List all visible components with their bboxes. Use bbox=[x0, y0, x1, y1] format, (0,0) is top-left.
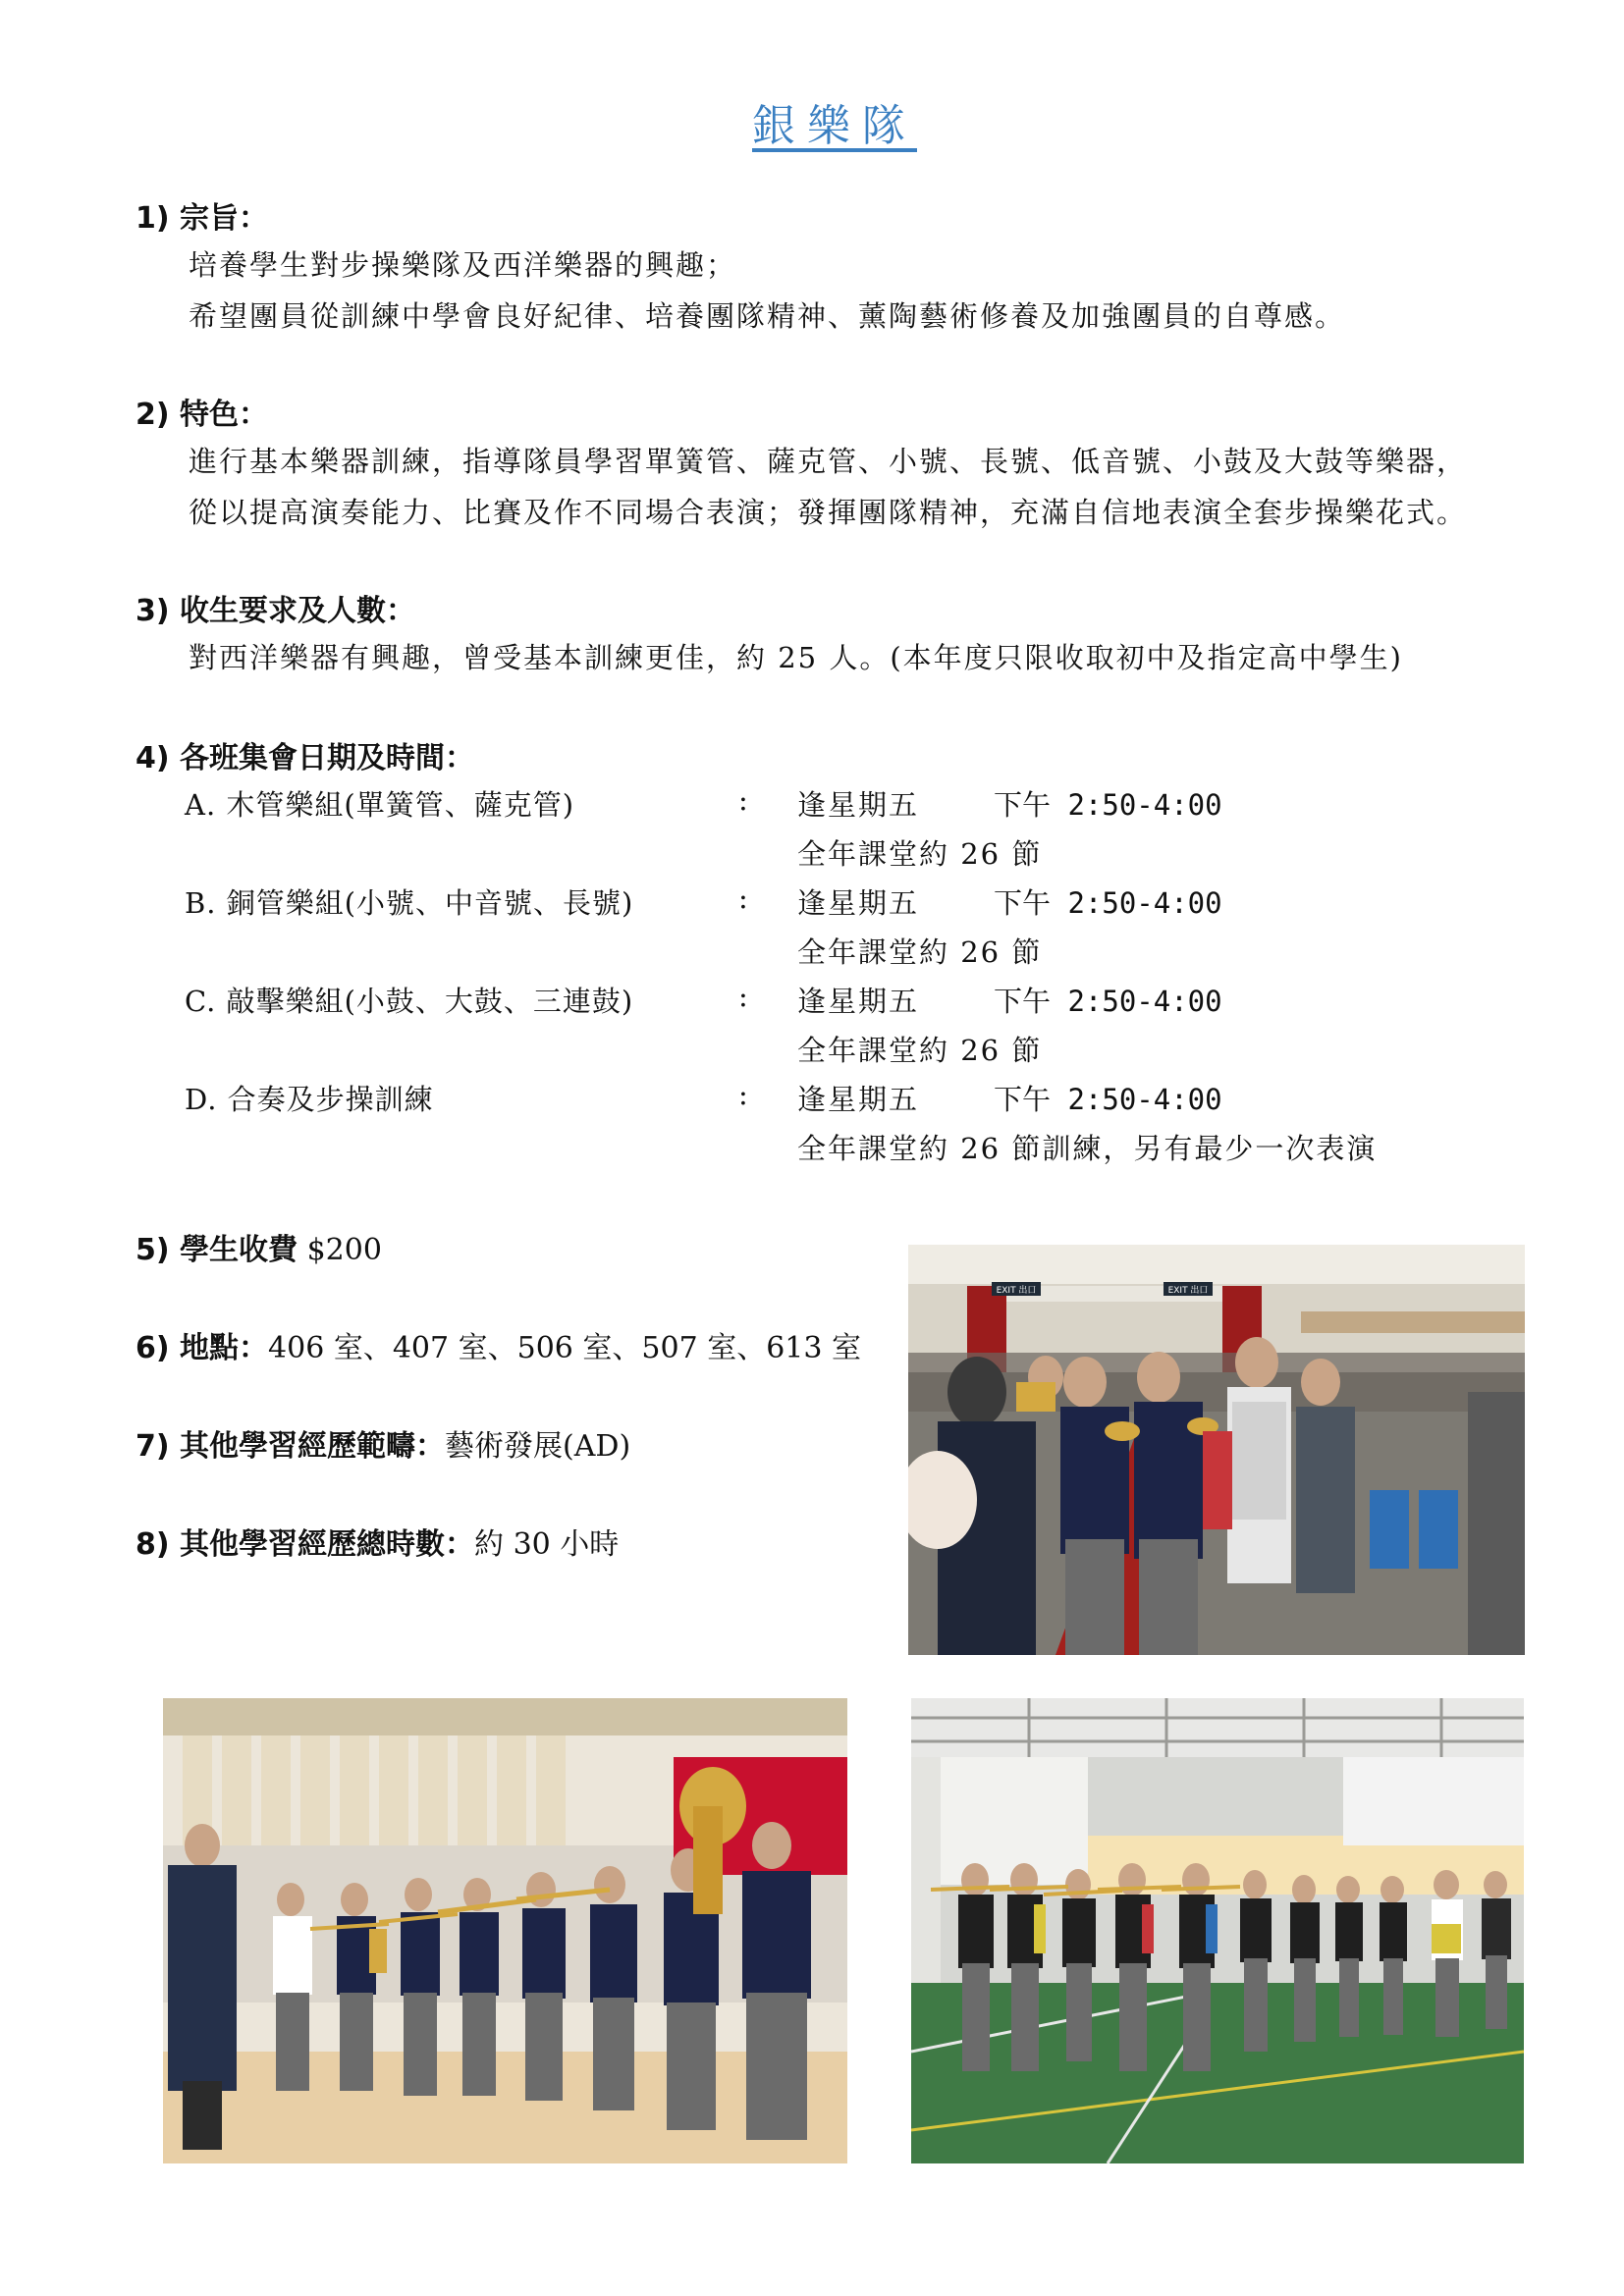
schedule-row-b-time: 下午 2:50-4:00 bbox=[994, 886, 1222, 920]
schedule-row-b-note: 全年課堂約 26 節 bbox=[797, 935, 1043, 969]
section-2-heading: 2) 特色： bbox=[135, 398, 269, 432]
section-7-heading: 7) 其他學習經歷範疇： bbox=[135, 1429, 446, 1464]
schedule-row-c-label: C. 敲擊樂組(小鼓、大鼓、三連鼓) bbox=[185, 985, 634, 1018]
photo-hall-procession bbox=[908, 1245, 1525, 1655]
schedule-row-d-label: D. 合奏及步操訓練 bbox=[185, 1083, 434, 1116]
schedule-row-d-colon: : bbox=[738, 1078, 748, 1111]
schedule-row-a-day: 逢星期五 bbox=[797, 788, 920, 822]
schedule-row-c-colon: : bbox=[738, 980, 748, 1013]
section-5-heading: 5) 學生收費 bbox=[135, 1233, 298, 1267]
schedule-row-d-day: 逢星期五 bbox=[797, 1083, 920, 1116]
exit-sign-2: EXIT 出口 bbox=[1167, 1286, 1209, 1296]
section-1-heading: 1) 宗旨： bbox=[135, 201, 269, 236]
schedule-row-a-label: A. 木管樂組(單簧管、薩克管) bbox=[185, 788, 575, 822]
section-1-line-2: 希望團員從訓練中學會良好紀律、培養團隊精神、薰陶藝術修養及加強團員的自尊感。 bbox=[189, 299, 1346, 333]
schedule-row-d-note: 全年課堂約 26 節訓練，另有最少一次表演 bbox=[797, 1132, 1378, 1165]
photo-court-rehearsal bbox=[911, 1698, 1524, 2163]
section-2-line-2: 從以提高演奏能力、比賽及作不同場合表演；發揮團隊精神，充滿自信地表演全套步操樂花式。 bbox=[189, 496, 1468, 529]
section-4-heading: 4) 各班集會日期及時間： bbox=[135, 741, 475, 775]
schedule-row-c-time: 下午 2:50-4:00 bbox=[994, 985, 1222, 1018]
section-8-ole-hours bbox=[135, 1520, 619, 1563]
section-7-value: 藝術發展(AD) bbox=[445, 1429, 631, 1464]
exit-sign-1: EXIT 出口 bbox=[996, 1286, 1037, 1296]
schedule-row-a-note: 全年課堂約 26 節 bbox=[797, 837, 1043, 871]
section-6-value: 406 室、407 室、506 室、507 室、613 室 bbox=[268, 1331, 862, 1365]
schedule-row-c-note: 全年課堂約 26 節 bbox=[797, 1034, 1043, 1067]
section-8-heading: 8) 其他學習經歷總時數： bbox=[135, 1527, 475, 1562]
schedule-row-a-time: 下午 2:50-4:00 bbox=[994, 788, 1222, 822]
schedule-row-d-time: 下午 2:50-4:00 bbox=[994, 1083, 1222, 1116]
section-6-heading: 6) 地點： bbox=[135, 1331, 269, 1365]
schedule-row-c-day: 逢星期五 bbox=[797, 985, 920, 1018]
section-8-value: 約 30 小時 bbox=[474, 1527, 620, 1562]
section-3-heading: 3) 收生要求及人數： bbox=[135, 594, 416, 628]
schedule-row-b-colon: : bbox=[738, 881, 748, 915]
photo-stage-performance bbox=[163, 1698, 847, 2163]
section-6-venue bbox=[135, 1323, 861, 1366]
page-title: 銀樂隊 bbox=[752, 101, 917, 151]
section-1-line-1: 培養學生對步操樂隊及西洋樂器的興趣； bbox=[189, 248, 737, 282]
schedule-row-a-colon: : bbox=[738, 783, 748, 817]
section-2-line-1: 進行基本樂器訓練，指導隊員學習單簧管、薩克管、小號、長號、低音號、小鼓及大鼓等樂器， bbox=[189, 445, 1468, 478]
schedule-row-b-day: 逢星期五 bbox=[797, 886, 920, 920]
section-3-line-1: 對西洋樂器有興趣，曾受基本訓練更佳，約 25 人。(本年度只限收取初中及指定高中學生) bbox=[189, 641, 1403, 674]
schedule-row-b-label: B. 銅管樂組(小號、中音號、長號) bbox=[185, 886, 634, 920]
section-7-ole-area bbox=[135, 1421, 630, 1465]
section-5-value: $200 bbox=[298, 1233, 382, 1267]
section-5-fee bbox=[135, 1225, 382, 1268]
